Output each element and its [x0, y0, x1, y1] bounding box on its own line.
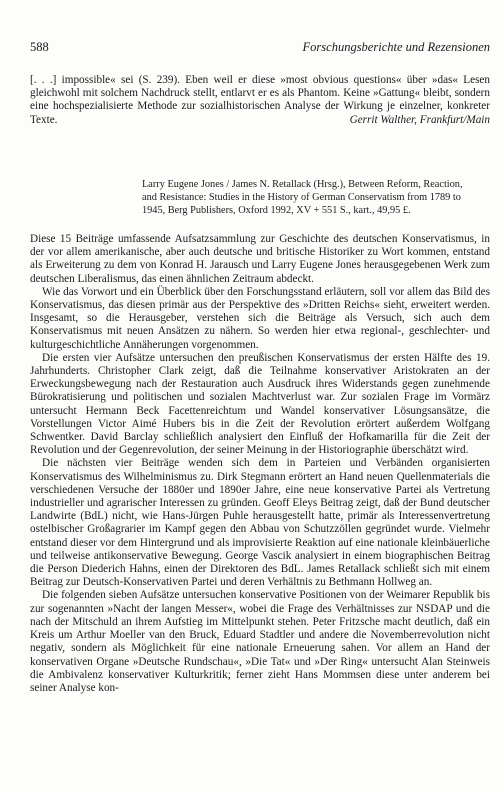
reviewer-signature: Gerrit Walther, Frankfurt/Main	[349, 113, 490, 126]
bib-line: Larry Eugene Jones / James N. Retallack (Hrsg.), Between Reform, Reaction,	[142, 179, 463, 190]
page-number: 588	[30, 40, 49, 54]
bib-line: 1945, Berg Publishers, Oxford 1992, XV + 551 S., kart., 49,95 £.	[142, 205, 411, 216]
review-paragraph: Diese 15 Beiträge umfassende Aufsatzsammlung zur Geschichte des deutschen Konservatismus, in der vor allem amerikanische, aber auch deutsche und britische Historiker zu Wort kommen, entstand als Erweiterung zu dem von Konrad H. Jarausch und Larry Eugene Jones herausgegebenen Werk zum deutschen Liberalismus, das einen ähnlichen Zeitraum abdeckt.	[30, 233, 490, 285]
bibliographic-entry	[142, 178, 484, 217]
review-paragraph: Die nächsten vier Beiträge wenden sich dem in Parteien und Verbänden organisierten Konservatismus des Wilhelminismus zu. Dirk Stegmann erörtert an Hand neuen Quellenmaterials die verschiedenen Versuche der 1880er und 1890er Jahre, eine neue konservative Partei als Vertretung industrieller und agrarischer Interessen zu gründen. Geoff Eleys Beitrag zeigt, daß der Bund deutscher Landwirte (BdL) nicht, wie Hans-Jürgen Puhle herausgestellt hatte, primär als Interessenvertretung ostelbischer Großagrarier im Kampf gegen den Abbau von Schutzzöllen gegründet wurde. Vielmehr entstand dieser vor dem Hintergrund und als improvisierte Reaktion auf eine nationale kleinbäuerliche und teilweise antikonservative Bewegung. George Vascik analysiert in einem biographischen Beitrag die Person Diederich Hahns, einen der Direktoren des BdL. James Retallack schließt sich mit einem Beitrag zur Deutsch-Konservativen Partei und deren Verhältnis zu Bethmann Hollweg an.	[30, 457, 490, 589]
section-title: Forschungsberichte und Rezensionen	[302, 40, 490, 54]
bib-line: and Resistance: Studies in the History of German Conservatism from 1789 to	[142, 192, 461, 203]
review-paragraph: Die ersten vier Aufsätze untersuchen den preußischen Konservatismus der ersten Hälfte des 19. Jahrhunderts. Christopher Clark zeigt, daß die Teilnahme konservativer Aristokraten an der Erweckungsbewegung nach der Restauration auch Ausdruck ihres Widerstands gegen zunehmende Bürokratisierung und politischen und sozialen Machtverlust war. Zur sozialen Frage im Vormärz untersucht Hermann Beck Facettenreichtum und Wandel konservativer Lösungsansätze, die Vorstellungen Victor Aimé Hubers bis in die Zeit der Revolution erörtert außerdem Wolfgang Schwentker. David Barclay schließlich analysiert den Einfluß der Hofkamarilla für die Zeit der Revolution und der Gegenrevolution, der seiner Meinung in der Historiographie überschätzt wird.	[30, 351, 490, 457]
review-body	[30, 233, 490, 695]
previous-review-ending	[30, 74, 490, 127]
previous-review-text: [. . .] impossible« sei (S. 239). Eben weil er diese »most obvious questions« über »das« Lesen gleichwohl mit solchem Nachdruck stellt, entlarvt er es als Phantom. Keine »Gattung« bleibt, sondern eine hochspezialisierte Methode zur sozialhistorischen Analyse der Wirkung je einzelner, konkreter Texte.	[30, 74, 490, 126]
review-paragraph: Die folgenden sieben Aufsätze untersuchen konservative Positionen von der Weimarer Republik bis zur sogenannten »Nacht der langen Messer«, wobei die Frage des Verhältnisses zur NSDAP und die nach der Mitschuld an ihrem Aufstieg im Mittelpunkt stehen. Peter Fritzsche macht deutlich, daß ein Kreis um Arthur Moeller van den Bruck, Eduard Stadtler und andere die Novemberrevolution nicht negativ, sondern als Möglichkeit für eine nationale Erneuerung sahen. Vor allem an Hand der konservativen Organe »Deutsche Rundschau«, »Die Tat« und »Der Ring« untersucht Alan Steinweis die Ambivalenz konservativer Kulturkritik; ferner zieht Hans Mommsen diese unter anderem bei seiner Analyse kon-	[30, 589, 490, 694]
review-paragraph: Wie das Vorwort und ein Überblick über den Forschungsstand erläutern, soll vor allem das Bild des Konservatismus, das diesen primär aus der Perspektive des »Dritten Reichs« sieht, erweitert werden. Insgesamt, so die Herausgeber, verstehen sich die Beiträge als Versuch, sich auch dem Konservatismus mit neuen Ansätzen zu nähern. So werden hier etwa regional-, geschlechter- und kulturgeschichtliche Annäherungen vorgenommen.	[30, 285, 490, 351]
running-header	[30, 40, 490, 55]
